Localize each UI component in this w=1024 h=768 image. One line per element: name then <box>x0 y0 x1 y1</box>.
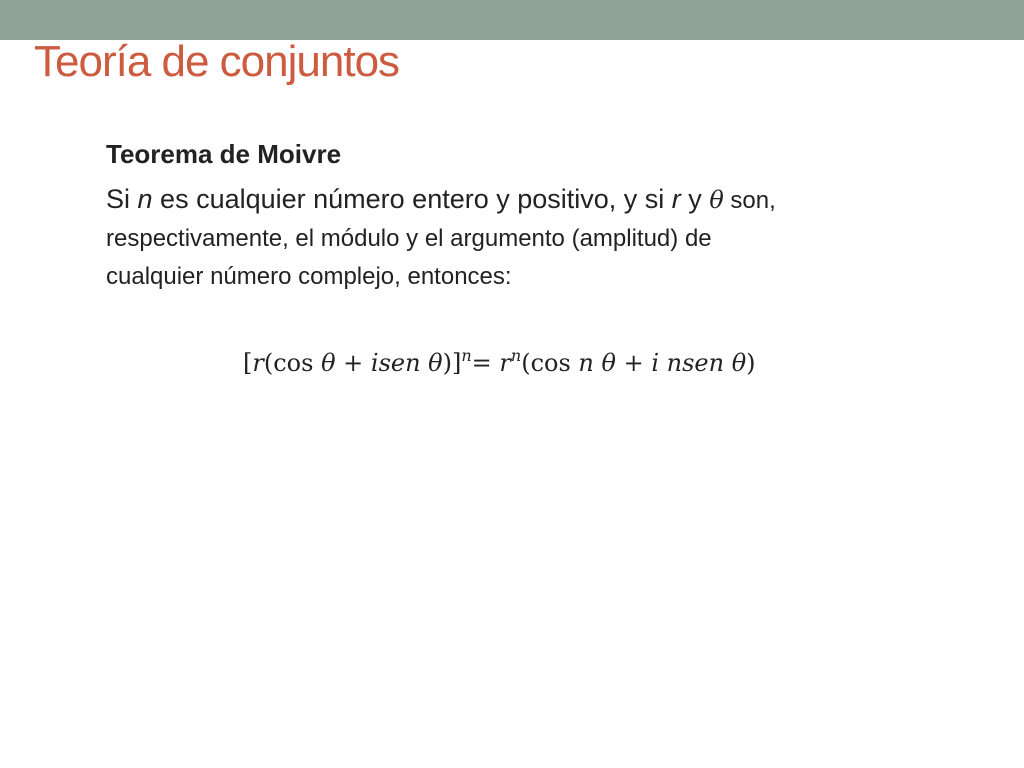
statement-text-2: es cualquier número entero y positivo, y si <box>152 184 672 214</box>
statement-line-3: cualquier número complejo, entonces: <box>106 263 512 290</box>
formula-exponent-right: n <box>510 346 522 365</box>
formula-plus-left: + <box>335 349 371 377</box>
formula-open-bracket: [ <box>243 349 253 377</box>
theorem-statement <box>106 180 986 296</box>
variable-theta: θ <box>709 186 724 214</box>
statement-text-4: son, <box>723 187 776 214</box>
theorem-heading: Teorema de Moivre <box>106 139 342 169</box>
formula-cos-left: (cos <box>263 349 322 377</box>
formula-r-left: r <box>252 349 264 377</box>
slide-body <box>106 134 986 296</box>
formula-isen-left: isen θ <box>370 349 443 377</box>
variable-n: n <box>137 184 153 214</box>
statement-text-1: Si <box>106 184 138 214</box>
formula-close-bracket: )] <box>442 349 462 377</box>
statement-text-3: y <box>680 184 710 214</box>
formula-close-paren: ) <box>746 349 756 377</box>
formula-cos-right: (cos <box>521 349 579 377</box>
formula-ntheta-right: n θ <box>578 349 616 377</box>
formula-equals: = <box>471 349 500 377</box>
slide-title: Teoría de conjuntos <box>34 37 400 86</box>
formula-r-right: r <box>499 349 511 377</box>
formula-theta-left: θ <box>321 349 336 377</box>
formula-plus-right: + <box>615 349 652 377</box>
statement-line-2: respectivamente, el módulo y el argumento (amplitud) de <box>106 225 712 252</box>
moivre-formula <box>243 343 756 383</box>
formula-exponent-left: n <box>461 346 472 365</box>
formula-insen-right: i nsen θ <box>651 349 747 377</box>
variable-r: r <box>671 184 681 214</box>
